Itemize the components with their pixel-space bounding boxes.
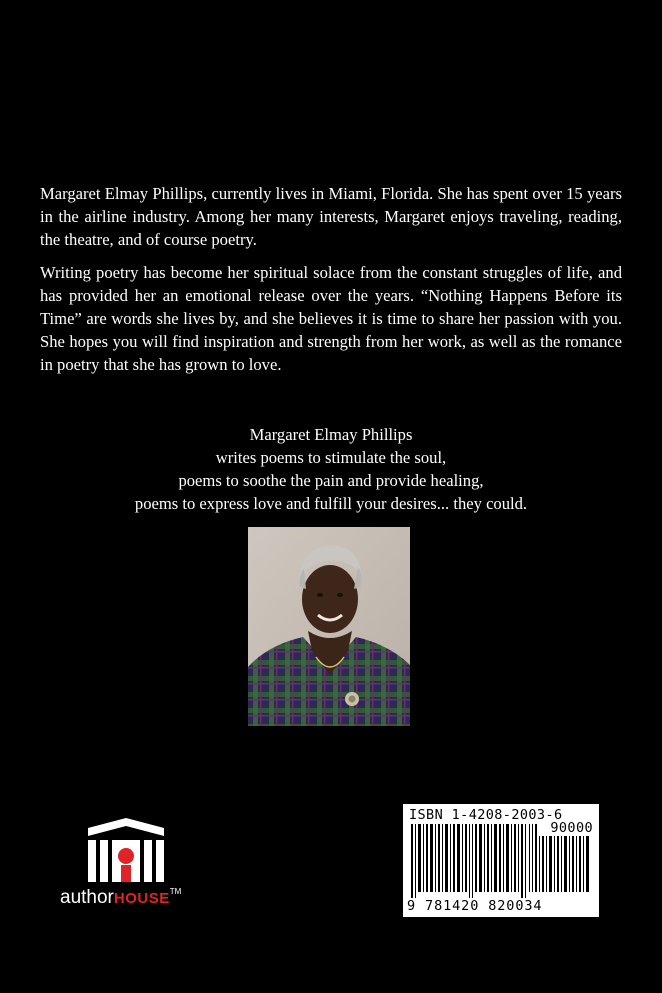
wordmark-author: author bbox=[60, 887, 114, 908]
wordmark-trademark: TM bbox=[169, 887, 182, 896]
ean-digits: 9 781420 820034 bbox=[407, 898, 543, 914]
price-code: 90000 bbox=[550, 820, 593, 836]
poem-line-4: poems to express love and fulfill your desires... they could. bbox=[134, 494, 528, 513]
poem-line-1: Margaret Elmay Phillips bbox=[249, 425, 413, 444]
author-portrait-icon bbox=[248, 527, 410, 726]
author-bio bbox=[40, 182, 622, 386]
poem-line-3: poems to soothe the pain and provide healing, bbox=[178, 471, 484, 490]
poem-line-2: writes poems to stimulate the soul, bbox=[215, 448, 447, 467]
poem-excerpt bbox=[0, 423, 662, 515]
bio-paragraph-2: Writing poetry has become her spiritual solace from the constant struggles of life, and has provided her an emotional release over the years. “Nothing Happens Before its Time” are words she lives by, and she believes it is time to share her passion with you. She hopes you will find inspiration and strength from her work, as well as the romance in poetry that she has grown to love. bbox=[40, 263, 622, 374]
bio-paragraph-1: Margaret Elmay Phillips, currently lives in Miami, Florida. She has spent over 15 years in the airline industry. Among her many interests, Margaret enjoys traveling, reading, the theatre, and of course poetry. bbox=[40, 184, 622, 249]
isbn-text: ISBN 1-4208-2003-6 bbox=[409, 807, 563, 823]
isbn-barcode bbox=[403, 804, 599, 917]
author-photo bbox=[248, 527, 410, 726]
wordmark-house: HOUSE bbox=[113, 890, 170, 907]
publisher-wordmark bbox=[60, 887, 220, 909]
